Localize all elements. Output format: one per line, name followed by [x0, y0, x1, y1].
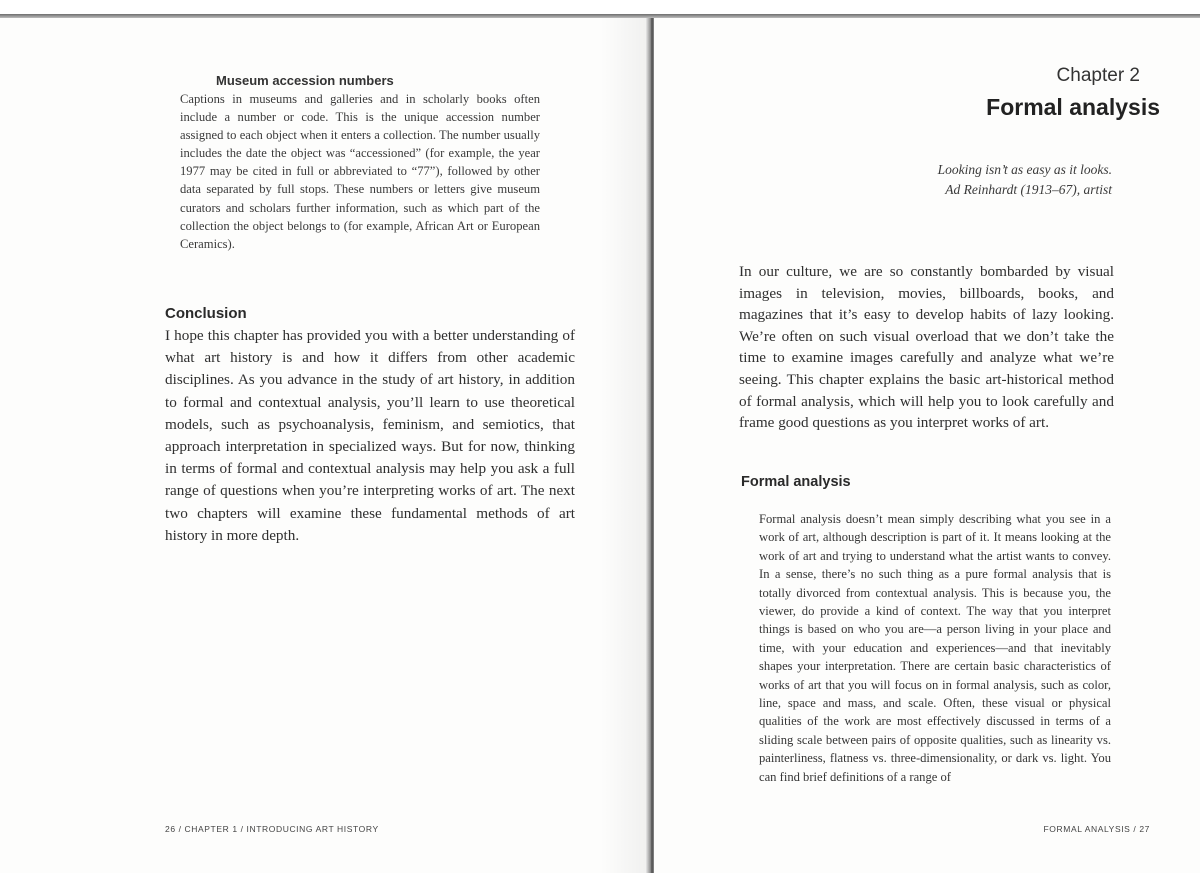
epigraph-attribution: Ad Reinhardt (1913–67), artist [945, 182, 1112, 197]
sidebar-heading: Museum accession numbers [216, 73, 394, 88]
epigraph [938, 160, 1112, 200]
book-spread [0, 18, 1200, 873]
conclusion-body: I hope this chapter has provided you with a better understanding of what art history is and how it differs from other academic disciplines. As you advance in the study of art history, in addition to formal and contextual analysis, you’ll learn to use theoretical models, such as psychoanalysis, feminism, and semiotics, that approach interpretation in specialized ways. But for now, thinking in terms of formal and contextual analysis may help you ask a full range of questions when you’re interpreting works of art. The next two chapters will examine these fundamental methods of art history in more depth. [165, 327, 575, 544]
formal-analysis-heading: Formal analysis [741, 474, 851, 490]
left-page-folio: 26 / CHAPTER 1 / INTRODUCING ART HISTORY [165, 824, 379, 834]
formal-analysis-body: Formal analysis doesn’t mean simply describing what you see in a work of art, although description is part of it. It means looking at the work of art and trying to understand what the artist wants to convey. In a sense, there’s no such thing as a pure formal analysis that is totally divorced from contextual analysis. This is because you, the viewer, do provide a kind of context. The way that you interpret things is based on who you are—a person living in your place and time, with your education and experiences—and that inevitably shapes your interpretation. There are certain basic characteristics of works of art that you will focus on in formal analysis, such as color, line, space and mass, and scale. Often, these visual or physical qualities of the work are most effectively discussed in terms of a sliding scale between pairs of opposite qualities, such as linearity vs. painterliness, flatness vs. three-dimensionality, or dark vs. light. You can find brief definitions of a range of [759, 512, 1111, 784]
intro-body: In our culture, we are so constantly bombarded by visual images in television, movies, billboards, books, and magazines that it’s easy to develop habits of lazy looking. We’re often on such visual overload that we don’t take the time to examine images carefully and analyze what we’re seeing. This chapter explains the basic art-historical method of formal analysis, which will help you to look carefully and frame good questions as you interpret works of art. [739, 263, 1114, 432]
sidebar-body: Captions in museums and galleries and in scholarly books often include a number or code. This is the unique accession number assigned to each object when it enters a collection. The number usually includes the date the object was “accessioned” (for example, the year 1977 may be cited in full or abbreviated to “77”), followed by other data separated by full stops. These numbers or letters give museum curators and scholars further information, such as which part of the collection the object belongs to (for example, African Art or European Ceramics). [180, 92, 540, 251]
left-page [0, 18, 652, 873]
conclusion-heading: Conclusion [165, 305, 247, 322]
chapter-title: Formal analysis [986, 94, 1160, 120]
gutter-shadow [600, 18, 648, 873]
chapter-label: Chapter 2 [1056, 65, 1140, 86]
epigraph-quote: Looking isn’t as easy as it looks. [937, 162, 1112, 177]
right-page [654, 18, 1200, 873]
right-page-folio: FORMAL ANALYSIS / 27 [1043, 824, 1150, 834]
